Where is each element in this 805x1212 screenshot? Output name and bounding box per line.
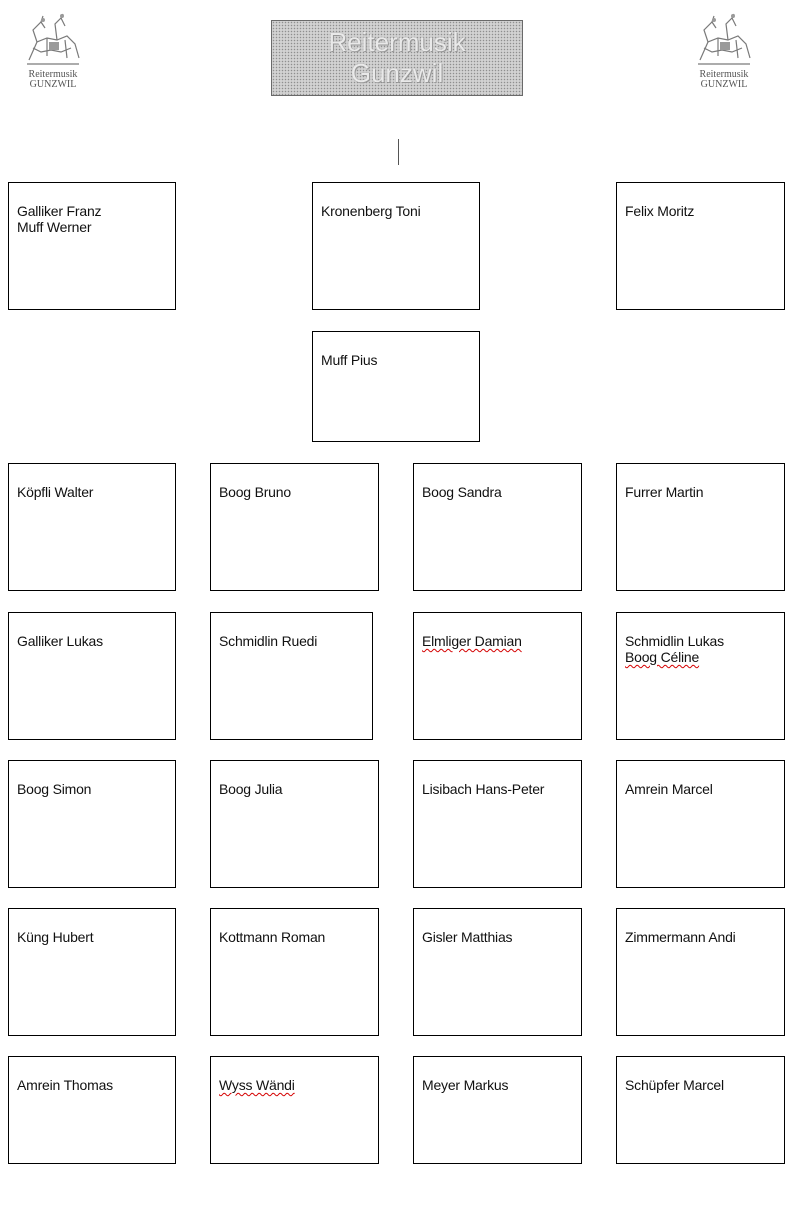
person-name: Wyss Wändi [219, 1077, 295, 1093]
logo-right-text-line1: Reitermusik [699, 69, 749, 80]
org-box-r1-c2 [210, 463, 379, 591]
org-box-r4-c1 [8, 908, 176, 1036]
person-name: Boog Bruno [219, 484, 291, 500]
org-box-r1-c3 [413, 463, 582, 591]
person-name: Köpfli Walter [17, 484, 94, 500]
org-box-r2-c4 [616, 612, 785, 740]
logo-left-text-line2: GUNZWIL [29, 79, 77, 90]
person-name: Zimmermann Andi [625, 929, 736, 945]
org-box-leadership-right [616, 182, 785, 310]
person-name: Küng Hubert [17, 929, 94, 945]
person-name: Amrein Thomas [17, 1077, 113, 1093]
org-box-r1-c1 [8, 463, 176, 591]
org-box-r5-c2 [210, 1056, 379, 1164]
org-box-r5-c4 [616, 1056, 785, 1164]
person-name: Galliker Lukas [17, 633, 103, 649]
logo-left [18, 12, 88, 92]
person-name: Amrein Marcel [625, 781, 713, 797]
person-name: Boog Julia [219, 781, 283, 797]
person-name: Muff Werner [17, 219, 92, 235]
org-box-r3-c4 [616, 760, 785, 888]
person-name-second: Boog Céline [625, 649, 700, 665]
org-box-leadership-left [8, 182, 176, 310]
horse-rider-emblem-icon [21, 12, 85, 70]
connector-line [398, 139, 399, 165]
org-box-r2-c3 [413, 612, 582, 740]
logo-right [689, 12, 759, 92]
person-name: Boog Sandra [422, 484, 502, 500]
title-banner [271, 20, 523, 96]
person-name: Schmidlin Lukas [625, 633, 724, 649]
org-box-r1-c4 [616, 463, 785, 591]
person-name: Elmliger Damian [422, 633, 522, 649]
org-box-r4-c2 [210, 908, 379, 1036]
person-name: Muff Pius [321, 352, 378, 368]
person-name: Gisler Matthias [422, 929, 513, 945]
person-name: Schüpfer Marcel [625, 1077, 724, 1093]
person-name: Schmidlin Ruedi [219, 633, 318, 649]
org-box-leadership-center [312, 182, 480, 310]
org-box-second-level [312, 331, 480, 442]
org-box-r3-c3 [413, 760, 582, 888]
org-box-r2-c2 [210, 612, 373, 740]
org-box-r4-c3 [413, 908, 582, 1036]
title-line-1: Reitermusik [328, 27, 466, 57]
org-box-r5-c1 [8, 1056, 176, 1164]
person-name: Felix Moritz [625, 203, 695, 219]
logo-right-text-line2: GUNZWIL [700, 79, 748, 90]
org-box-r5-c3 [413, 1056, 582, 1164]
org-box-r3-c2 [210, 760, 379, 888]
org-box-r2-c1 [8, 612, 176, 740]
person-name: Boog Simon [17, 781, 92, 797]
logo-left-text-line1: Reitermusik [28, 69, 78, 80]
horse-rider-emblem-icon [692, 12, 756, 70]
org-box-r4-c4 [616, 908, 785, 1036]
org-box-r3-c1 [8, 760, 176, 888]
person-name: Lisibach Hans-Peter [422, 781, 545, 797]
title-line-2: Gunzwil [350, 58, 444, 88]
person-name: Kronenberg Toni [321, 203, 421, 219]
person-name: Meyer Markus [422, 1077, 509, 1093]
person-name: Galliker Franz [17, 203, 102, 219]
person-name: Kottmann Roman [219, 929, 326, 945]
person-name: Furrer Martin [625, 484, 704, 500]
